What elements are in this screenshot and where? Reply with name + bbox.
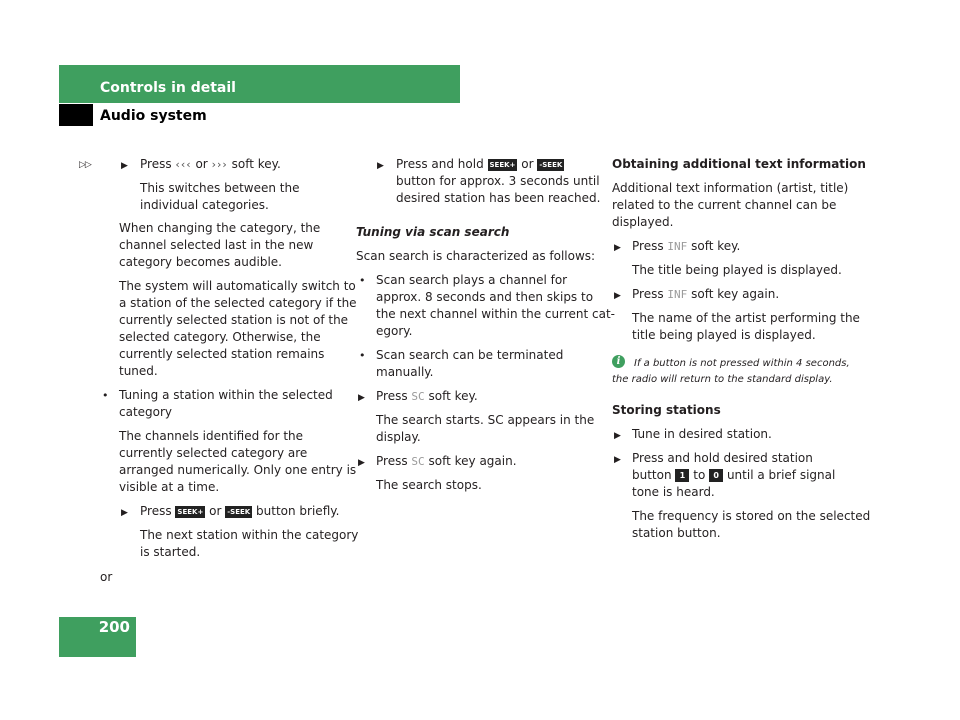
paragraph-line: tuned. — [119, 364, 158, 378]
instruction-press-hold-seek — [396, 156, 564, 173]
result-text: The frequency is stored on the selected — [632, 509, 871, 523]
text-to: to — [693, 468, 706, 482]
station-button-0-icon: 0 — [709, 469, 723, 482]
instruction-press-sc — [376, 388, 478, 405]
paragraph-line: channel selected last in the new — [119, 238, 314, 252]
instruction-text: tone is heard. — [632, 485, 715, 499]
arrow-bullet-icon: ▶ — [614, 243, 621, 253]
paragraph-line: a station of the selected category if the — [119, 296, 357, 310]
seek-down-button-icon: -SEEK — [539, 161, 563, 169]
bullet-text: approx. 8 seconds and then skips to — [376, 290, 594, 304]
paragraph-line: category becomes audible. — [119, 255, 282, 269]
arrow-bullet-icon: ▶ — [121, 161, 128, 171]
result-text: The next station within the category — [140, 528, 359, 542]
paragraph-line: related to the current channel can be — [612, 198, 837, 212]
connector-or: or — [100, 570, 113, 584]
instruction-press-inf — [632, 238, 740, 255]
bullet-dot: • — [359, 349, 366, 362]
sc-softkey-label: SC — [411, 455, 425, 468]
header-tab-marker — [59, 104, 93, 126]
text-press: Press — [376, 454, 408, 468]
text-press: Press — [140, 157, 172, 171]
result-text: The title being played is displayed. — [632, 263, 842, 277]
text-or: or — [195, 157, 208, 171]
instruction-text: Tune in desired station. — [632, 427, 772, 441]
text-press: Press — [140, 504, 172, 518]
instruction-text: button for approx. 3 seconds until — [396, 174, 600, 188]
bullet-dot: • — [359, 274, 366, 287]
result-text: title being played is displayed. — [632, 328, 816, 342]
text-soft-key-again: soft key again. — [428, 454, 517, 468]
arrow-bullet-icon: ▶ — [358, 458, 365, 468]
result-text: This switches between the — [140, 181, 300, 195]
info-note: the radio will return to the standard display. — [612, 374, 833, 385]
inf-softkey-label: INF — [667, 240, 688, 253]
arrow-bullet-icon: ▶ — [377, 161, 384, 171]
arrow-bullet-icon: ▶ — [614, 291, 621, 301]
result-text: station button. — [632, 526, 721, 540]
instruction-press-category-keys — [140, 156, 281, 173]
arrow-bullet-icon: ▶ — [358, 393, 365, 403]
result-text: The search stops. — [376, 478, 482, 492]
double-triangle-right-icon: ▷▷ — [79, 160, 91, 170]
text-soft-key: soft key. — [428, 389, 478, 403]
paragraph-line: visible at a time. — [119, 480, 220, 494]
bullet-text: the next channel within the current cat- — [376, 307, 616, 321]
text-or: or — [521, 157, 534, 171]
scan-search-heading: Tuning via scan search — [356, 225, 510, 239]
paragraph-line: currently selected category are — [119, 446, 308, 460]
bullet-text: manually. — [376, 365, 434, 379]
text-or: or — [209, 504, 222, 518]
text-soft-key-again: soft key again. — [691, 287, 780, 301]
paragraph-line: The channels identified for the — [119, 429, 304, 443]
paragraph-line: currently selected station remains — [119, 347, 325, 361]
info-icon: i — [612, 355, 625, 368]
instruction-text: desired station has been reached. — [396, 191, 601, 205]
seek-down-button-icon: -SEEK — [227, 508, 251, 516]
result-text: display. — [376, 430, 421, 444]
bullet-text: category — [119, 405, 173, 419]
paragraph-line: Additional text information (artist, title) — [612, 181, 849, 195]
arrow-bullet-icon: ▶ — [614, 455, 621, 465]
text-soft-key: soft key. — [231, 157, 281, 171]
instruction-station-buttons — [632, 467, 835, 484]
bullet-text: egory. — [376, 324, 413, 338]
text-press: Press — [632, 287, 664, 301]
result-text: is started. — [140, 545, 201, 559]
text-press: Press — [376, 389, 408, 403]
text-press-and-hold: Press and hold — [396, 157, 484, 171]
paragraph-line: displayed. — [612, 215, 674, 229]
paragraph-line: When changing the category, the — [119, 221, 321, 235]
instruction-text: Press and hold desired station — [632, 451, 813, 465]
text-soft-key: soft key. — [691, 239, 741, 253]
station-button-1-icon: 1 — [675, 469, 689, 482]
instruction-press-seek — [140, 503, 339, 520]
result-text: individual categories. — [140, 198, 269, 212]
storing-stations-heading: Storing stations — [612, 403, 721, 417]
text-button-briefly: button briefly. — [256, 504, 340, 518]
seek-up-button-icon: SEEK+ — [489, 161, 516, 169]
instruction-press-inf-again — [632, 286, 779, 303]
bullet-text: Scan search plays a channel for — [376, 273, 568, 287]
bullet-dot: • — [102, 389, 109, 402]
text-until-signal: until a brief signal — [726, 468, 836, 482]
subsection-title: Audio system — [100, 108, 207, 124]
paragraph-line: The system will automatically switch to — [119, 279, 356, 293]
bullet-text: Tuning a station within the selected — [119, 388, 333, 402]
sc-softkey-label: SC — [411, 390, 425, 403]
paragraph-line: Scan search is characterized as follows: — [356, 249, 596, 263]
info-note: If a button is not pressed within 4 seconds, — [634, 358, 850, 369]
bullet-text: Scan search can be terminated — [376, 348, 564, 362]
prev-category-softkey: ‹‹‹ — [175, 158, 192, 171]
paragraph-line: arranged numerically. Only one entry is — [119, 463, 357, 477]
next-category-softkey: ››› — [211, 158, 228, 171]
seek-up-button-icon: SEEK+ — [177, 508, 204, 516]
text-press: Press — [632, 239, 664, 253]
page-number: 200 — [98, 618, 130, 636]
paragraph-line: selected category. Otherwise, the — [119, 330, 321, 344]
paragraph-line: currently selected station is not of the — [119, 313, 349, 327]
result-text: The name of the artist performing the — [632, 311, 860, 325]
result-text: The search starts. SC appears in the — [376, 413, 595, 427]
arrow-bullet-icon: ▶ — [614, 431, 621, 441]
instruction-press-sc-again — [376, 453, 517, 470]
text-button: button — [632, 468, 672, 482]
text-info-heading: Obtaining additional text information — [612, 157, 866, 171]
section-title: Controls in detail — [100, 80, 236, 96]
arrow-bullet-icon: ▶ — [121, 508, 128, 518]
inf-softkey-label: INF — [667, 288, 688, 301]
